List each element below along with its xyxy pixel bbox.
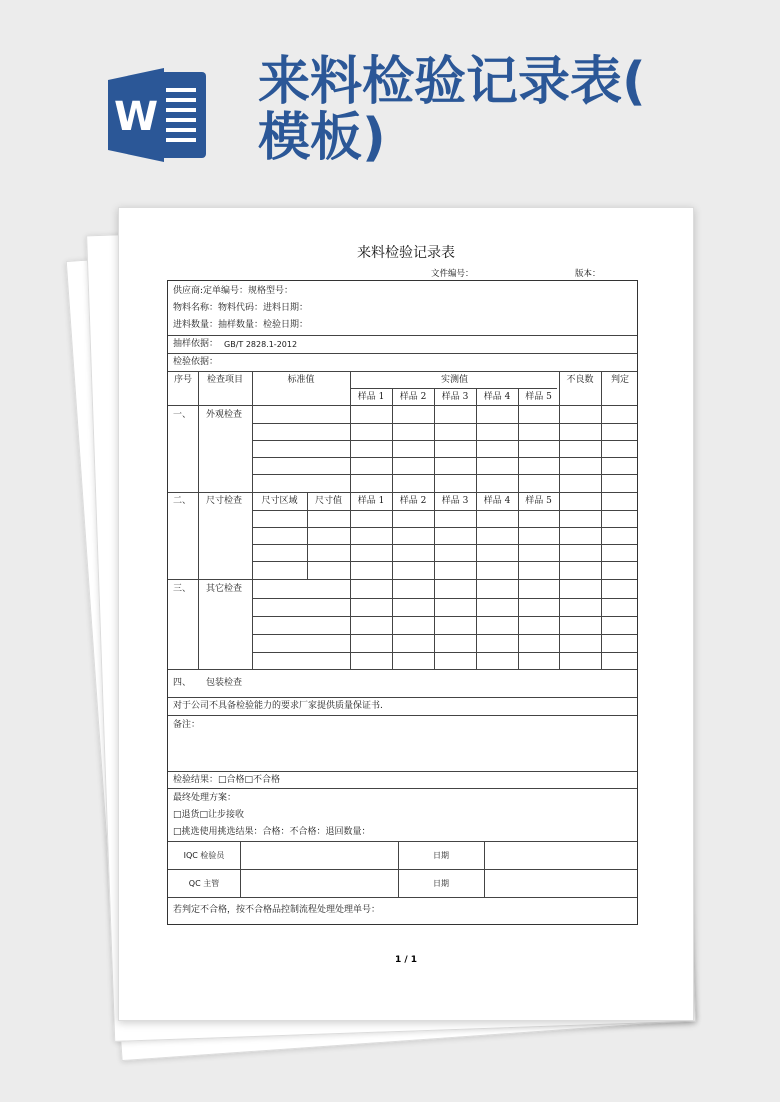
grid-line: [168, 869, 637, 870]
remarks-label: 备注：: [173, 720, 201, 730]
grid-line: [484, 841, 485, 897]
grid-line: [601, 371, 602, 669]
sample-header: 样品 5: [525, 496, 552, 506]
page-number: 1 / 1: [394, 955, 418, 965]
disposition-options-1: □退货□让步接收: [173, 810, 245, 820]
section-2-number: 二、: [173, 496, 192, 506]
sampling-basis-value: GB/T 2828.1-2012: [224, 340, 298, 349]
grid-line: [252, 440, 637, 441]
file-number-label: 文件编号：: [431, 269, 474, 279]
section-3-number: 三、: [173, 584, 192, 594]
header-measured: 实测值: [440, 375, 468, 385]
sample-header: 样品 3: [441, 392, 469, 402]
grid-line: [252, 423, 637, 424]
grid-line: [198, 371, 199, 669]
sample-header: 样品 2: [399, 392, 427, 402]
grid-line: [168, 697, 637, 698]
nonconforming-note: 若判定不合格，按不合格品控制流程处理处理单号：: [173, 905, 381, 915]
grid-line: [168, 371, 637, 372]
grid-line: [252, 616, 637, 617]
size-area-header: 尺寸区域: [261, 496, 298, 506]
grid-line: [252, 371, 253, 669]
version-label: 版本：: [575, 269, 601, 279]
inspection-form: [167, 280, 638, 925]
grid-line: [168, 492, 637, 493]
section-2-name: 尺寸检查: [206, 496, 243, 506]
disposition-options-2: □挑选使用挑选结果：合格：不合格：退回数量：: [173, 827, 371, 837]
header-judgement: 判定: [610, 375, 629, 385]
banner-title-line1: 来料检验记录表(: [258, 52, 646, 112]
quantity-line: 进料数量：抽样数量：检验日期：: [173, 320, 309, 330]
section-1-number: 一、: [173, 410, 192, 420]
grid-line: [168, 579, 637, 580]
grid-line: [252, 474, 637, 475]
grid-line: [168, 841, 637, 842]
material-line: 物料名称：物料代码：进料日期：: [173, 303, 309, 313]
banner-title-line2: 模板): [258, 108, 386, 168]
grid-line: [350, 388, 557, 389]
section-4-number: 四、: [173, 678, 192, 688]
supplier-line: 供应商:定单编号：规格型号：: [173, 286, 294, 296]
grid-line: [168, 788, 637, 789]
grid-line: [240, 841, 241, 897]
sample-header: 样品 2: [399, 496, 427, 506]
grid-line: [168, 715, 637, 716]
word-document-icon: [108, 66, 208, 164]
header-defects: 不良数: [566, 375, 594, 385]
word-icon-letter: W: [113, 94, 159, 140]
inspection-result: 检验结果：□合格□不合格: [173, 775, 281, 785]
inspection-basis-label: 检验依据：: [173, 357, 219, 367]
grid-line: [476, 388, 477, 669]
iqc-date-label: 日期: [433, 851, 449, 860]
quality-certificate-note: 对于公司不具备检验能力的要求厂家提供质量保证书.: [173, 701, 383, 711]
grid-line: [168, 335, 637, 336]
grid-line: [252, 510, 637, 511]
qc-supervisor-label: QC 主管: [188, 879, 220, 888]
header-standard: 标准值: [287, 375, 315, 385]
grid-line: [252, 527, 637, 528]
grid-line: [252, 652, 637, 653]
final-plan-label: 最终处理方案：: [173, 793, 237, 803]
sample-header: 样品 4: [483, 496, 511, 506]
section-1-name: 外观检查: [206, 410, 243, 420]
grid-line: [168, 897, 637, 898]
sample-header: 样品 3: [441, 496, 469, 506]
size-value-header: 尺寸值: [314, 496, 342, 506]
sample-header: 样品 1: [357, 496, 385, 506]
grid-line: [168, 405, 637, 406]
grid-line: [350, 371, 351, 669]
sample-header: 样品 1: [357, 392, 385, 402]
header-item: 检查项目: [206, 375, 243, 385]
grid-line: [252, 598, 637, 599]
sampling-basis-label: 抽样依据：: [173, 339, 219, 349]
grid-line: [518, 388, 519, 669]
grid-line: [252, 561, 637, 562]
document-page: [118, 207, 694, 1021]
section-3-name: 其它检查: [206, 584, 243, 594]
grid-line: [168, 771, 637, 772]
header-seq: 序号: [173, 375, 192, 385]
grid-line: [434, 388, 435, 669]
grid-line: [168, 669, 637, 670]
document-title: 来料检验记录表: [357, 245, 455, 261]
sample-header: 样品 4: [483, 392, 511, 402]
grid-line: [392, 388, 393, 669]
section-4-name: 包装检查: [206, 678, 243, 688]
grid-line: [168, 353, 637, 354]
iqc-inspector-label: IQC 检验员: [183, 851, 225, 860]
grid-line: [559, 371, 560, 669]
grid-line: [252, 634, 637, 635]
grid-line: [252, 457, 637, 458]
sample-header: 样品 5: [525, 392, 552, 402]
qc-date-label: 日期: [433, 879, 449, 888]
grid-line: [252, 544, 637, 545]
